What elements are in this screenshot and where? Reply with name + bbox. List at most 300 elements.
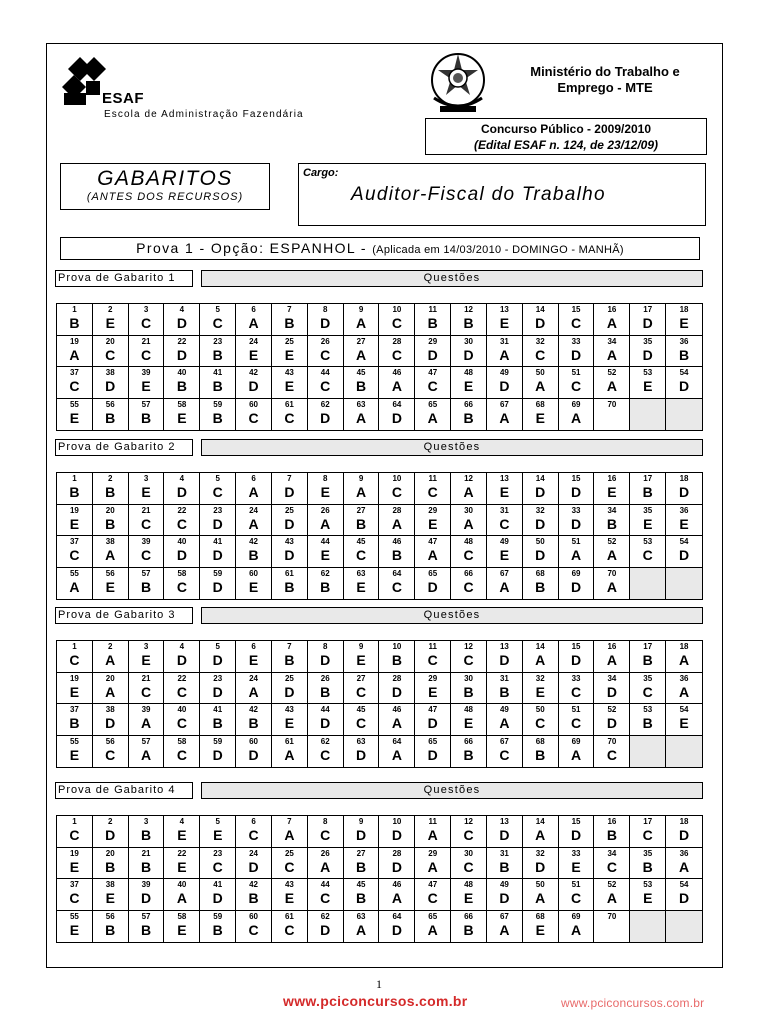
question-number: 31 bbox=[499, 505, 509, 515]
question-number: 6 bbox=[251, 642, 256, 651]
answer-letter: C bbox=[391, 578, 402, 595]
question-number: 58 bbox=[177, 399, 187, 409]
answer-cell bbox=[272, 848, 308, 880]
answer-grid bbox=[56, 640, 703, 768]
question-number: 3 bbox=[143, 642, 149, 651]
answer-cell bbox=[200, 367, 236, 399]
question-number: 53 bbox=[643, 537, 653, 546]
answer-letter: A bbox=[105, 652, 116, 668]
answer-cell bbox=[236, 367, 272, 399]
answer-cell bbox=[523, 848, 559, 880]
answer-letter: D bbox=[535, 858, 546, 875]
answer-letter: C bbox=[176, 578, 187, 595]
answer-cell bbox=[451, 673, 487, 705]
section-label: Prova de Gabarito 1 bbox=[55, 270, 193, 287]
question-number: 32 bbox=[535, 673, 545, 683]
answer-letter: E bbox=[571, 858, 581, 875]
answer-letter: E bbox=[69, 409, 80, 426]
question-number: 39 bbox=[141, 705, 151, 714]
question-number: 62 bbox=[320, 736, 330, 746]
answer-cell bbox=[487, 367, 523, 399]
answer-cell bbox=[415, 568, 451, 600]
answer-cell bbox=[200, 641, 236, 673]
answer-cell bbox=[559, 848, 595, 880]
answer-cell bbox=[523, 505, 559, 537]
answer-letter: D bbox=[499, 827, 510, 843]
answer-letter: E bbox=[499, 484, 510, 500]
answer-letter: A bbox=[535, 378, 546, 394]
answer-letter: C bbox=[391, 484, 402, 500]
answer-letter: C bbox=[284, 921, 295, 938]
answer-letter: E bbox=[535, 409, 545, 426]
question-number: 15 bbox=[571, 642, 581, 651]
answer-letter: B bbox=[284, 315, 295, 331]
answer-letter: B bbox=[105, 858, 116, 875]
answer-cell bbox=[594, 505, 630, 537]
answer-cell bbox=[594, 304, 630, 336]
answer-cell bbox=[93, 704, 129, 736]
question-number: 28 bbox=[392, 673, 402, 683]
answer-cell bbox=[523, 736, 559, 768]
question-number: 31 bbox=[499, 673, 509, 683]
question-number: 66 bbox=[464, 736, 474, 746]
question-number: 50 bbox=[535, 368, 545, 377]
question-number: 61 bbox=[284, 568, 294, 578]
question-number: 9 bbox=[358, 817, 364, 826]
answer-cell bbox=[129, 473, 165, 505]
answer-cell bbox=[57, 911, 93, 943]
question-number: 66 bbox=[464, 911, 474, 921]
prova-box bbox=[60, 237, 700, 260]
answer-cell bbox=[451, 505, 487, 537]
answer-letter: D bbox=[176, 315, 187, 331]
question-number: 30 bbox=[464, 505, 474, 515]
question-number: 25 bbox=[284, 848, 294, 858]
question-number: 58 bbox=[177, 736, 187, 746]
question-number: 69 bbox=[571, 399, 581, 409]
question-number: 4 bbox=[179, 642, 185, 651]
question-number: 10 bbox=[392, 474, 402, 483]
answer-cell bbox=[93, 304, 129, 336]
answer-cell bbox=[93, 505, 129, 537]
answer-cell bbox=[559, 568, 595, 600]
answer-cell bbox=[272, 336, 308, 368]
answer-letter: A bbox=[105, 547, 116, 563]
question-number: 34 bbox=[607, 848, 617, 858]
answer-cell bbox=[236, 536, 272, 568]
question-number: 34 bbox=[607, 505, 617, 515]
answer-cell bbox=[594, 473, 630, 505]
answer-letter: E bbox=[463, 378, 474, 394]
answer-cell bbox=[93, 736, 129, 768]
question-number: 59 bbox=[213, 736, 223, 746]
answer-cell bbox=[451, 536, 487, 568]
answer-cell bbox=[93, 879, 129, 911]
question-number: 51 bbox=[571, 705, 581, 714]
answer-letter: A bbox=[356, 409, 367, 426]
question-number: 49 bbox=[499, 880, 509, 889]
question-number: 9 bbox=[358, 474, 364, 483]
question-number: 25 bbox=[284, 505, 294, 515]
question-number: 2 bbox=[108, 474, 113, 483]
question-number: 5 bbox=[215, 642, 220, 651]
question-number: 46 bbox=[392, 880, 402, 889]
answer-letter: C bbox=[69, 890, 80, 906]
question-number: 4 bbox=[179, 817, 185, 826]
answer-letter: B bbox=[141, 858, 152, 875]
answer-letter: A bbox=[427, 858, 438, 875]
answer-letter: D bbox=[571, 578, 582, 595]
question-number: 38 bbox=[105, 368, 115, 377]
answer-letter: B bbox=[212, 921, 223, 938]
question-number: 41 bbox=[213, 537, 223, 546]
question-number: 22 bbox=[177, 848, 187, 858]
answer-letter: C bbox=[69, 652, 80, 668]
answer-letter: D bbox=[571, 827, 582, 843]
question-number: 57 bbox=[141, 399, 151, 409]
question-number: 37 bbox=[69, 537, 79, 546]
answer-letter: B bbox=[105, 484, 116, 500]
question-number: 12 bbox=[464, 305, 474, 314]
answer-letter: A bbox=[606, 652, 617, 668]
answer-letter: C bbox=[571, 715, 582, 731]
answer-cell bbox=[236, 911, 272, 943]
answer-letter: B bbox=[248, 715, 259, 731]
question-number: 49 bbox=[499, 705, 509, 714]
answer-cell bbox=[57, 505, 93, 537]
answer-letter: B bbox=[642, 858, 653, 875]
answer-cell bbox=[630, 536, 666, 568]
answer-letter: B bbox=[141, 578, 152, 595]
answer-cell bbox=[308, 911, 344, 943]
answer-letter: B bbox=[499, 858, 510, 875]
answer-letter: D bbox=[427, 715, 438, 731]
answer-cell bbox=[129, 848, 165, 880]
answer-letter: A bbox=[679, 652, 690, 668]
question-number: 27 bbox=[356, 848, 366, 858]
org-short-name: ESAF bbox=[102, 90, 145, 107]
answer-letter: E bbox=[499, 547, 510, 563]
answer-letter: C bbox=[320, 890, 331, 906]
question-number: 3 bbox=[143, 817, 149, 826]
empty-cell bbox=[630, 568, 666, 600]
question-number: 13 bbox=[499, 817, 509, 826]
answer-letter: E bbox=[105, 315, 115, 331]
question-number: 2 bbox=[108, 817, 113, 826]
question-number: 67 bbox=[499, 568, 509, 578]
question-number: 41 bbox=[213, 705, 223, 714]
answer-cell bbox=[523, 673, 559, 705]
answer-cell bbox=[523, 336, 559, 368]
answer-cell bbox=[129, 911, 165, 943]
answer-letter: E bbox=[284, 378, 295, 394]
answer-cell bbox=[344, 911, 380, 943]
answer-cell bbox=[308, 673, 344, 705]
question-number: 13 bbox=[499, 305, 509, 314]
answer-cell bbox=[523, 568, 559, 600]
question-number: 36 bbox=[679, 848, 689, 858]
answer-letter: D bbox=[535, 515, 546, 532]
answer-letter: E bbox=[141, 484, 151, 500]
answer-cell bbox=[487, 879, 523, 911]
question-number: 2 bbox=[108, 642, 113, 651]
answer-letter: C bbox=[499, 746, 510, 763]
answer-cell bbox=[559, 704, 595, 736]
question-number: 65 bbox=[428, 911, 438, 921]
answer-letter: E bbox=[463, 890, 474, 906]
answer-letter: A bbox=[141, 715, 152, 731]
answer-cell bbox=[200, 673, 236, 705]
question-number: 29 bbox=[428, 336, 438, 346]
question-number: 26 bbox=[320, 505, 330, 515]
cargo-label: Cargo: bbox=[303, 167, 339, 179]
answer-cell bbox=[487, 304, 523, 336]
answer-letter: A bbox=[679, 858, 690, 875]
answer-cell bbox=[666, 816, 702, 848]
answer-letter: D bbox=[176, 652, 187, 668]
answer-cell bbox=[164, 704, 200, 736]
empty-cell bbox=[666, 736, 702, 768]
question-number: 59 bbox=[213, 568, 223, 578]
answer-letter: C bbox=[356, 547, 367, 563]
answer-cell bbox=[630, 848, 666, 880]
answer-letter: D bbox=[642, 315, 653, 331]
question-number: 53 bbox=[643, 705, 653, 714]
answer-cell bbox=[236, 399, 272, 431]
answer-cell bbox=[308, 848, 344, 880]
answer-letter: D bbox=[176, 346, 187, 363]
answer-cell bbox=[415, 304, 451, 336]
question-number: 45 bbox=[356, 368, 366, 377]
answer-letter: E bbox=[643, 515, 653, 532]
question-number: 33 bbox=[571, 336, 581, 346]
answer-letter: A bbox=[356, 346, 367, 363]
answer-cell bbox=[594, 816, 630, 848]
question-number: 17 bbox=[643, 474, 653, 483]
question-number: 56 bbox=[105, 736, 115, 746]
answer-letter: D bbox=[320, 715, 331, 731]
question-number: 62 bbox=[320, 568, 330, 578]
question-number: 29 bbox=[428, 673, 438, 683]
question-number: 40 bbox=[177, 705, 187, 714]
answer-cell bbox=[236, 304, 272, 336]
answer-letter: D bbox=[248, 746, 259, 763]
answer-letter: D bbox=[320, 315, 331, 331]
answer-cell bbox=[594, 911, 630, 943]
answer-cell bbox=[344, 505, 380, 537]
answer-grid bbox=[56, 815, 703, 943]
question-number: 9 bbox=[358, 305, 364, 314]
answer-letter: C bbox=[69, 378, 80, 394]
answer-cell bbox=[200, 704, 236, 736]
answer-cell bbox=[630, 879, 666, 911]
answer-cell bbox=[272, 399, 308, 431]
answer-cell bbox=[415, 399, 451, 431]
question-number: 28 bbox=[392, 848, 402, 858]
answer-cell bbox=[164, 911, 200, 943]
answer-letter: E bbox=[177, 921, 187, 938]
answer-cell bbox=[236, 736, 272, 768]
answer-cell bbox=[164, 641, 200, 673]
question-number: 37 bbox=[69, 368, 79, 377]
answer-letter: A bbox=[535, 652, 546, 668]
answer-letter: A bbox=[606, 547, 617, 563]
answer-cell bbox=[559, 367, 595, 399]
question-number: 50 bbox=[535, 705, 545, 714]
answer-letter: C bbox=[320, 746, 331, 763]
answer-cell bbox=[93, 848, 129, 880]
answer-letter: B bbox=[212, 715, 223, 731]
question-number: 8 bbox=[323, 642, 328, 651]
empty-cell bbox=[666, 911, 702, 943]
question-number: 39 bbox=[141, 880, 151, 889]
answer-cell bbox=[379, 336, 415, 368]
answer-letter: C bbox=[141, 515, 152, 532]
coat-of-arms-icon bbox=[424, 48, 492, 116]
question-number: 56 bbox=[105, 911, 115, 921]
answer-letter: B bbox=[463, 683, 474, 700]
question-number: 69 bbox=[571, 911, 581, 921]
answer-letter: C bbox=[571, 378, 582, 394]
answer-letter: A bbox=[571, 921, 582, 938]
answer-letter: C bbox=[141, 346, 152, 363]
answer-letter: E bbox=[284, 890, 295, 906]
answer-cell bbox=[272, 568, 308, 600]
question-number: 22 bbox=[177, 673, 187, 683]
answer-cell bbox=[272, 704, 308, 736]
question-number: 44 bbox=[320, 880, 330, 889]
answer-cell bbox=[415, 367, 451, 399]
question-number: 57 bbox=[141, 568, 151, 578]
question-number: 5 bbox=[215, 305, 220, 314]
questions-header: Questões bbox=[201, 270, 703, 287]
answer-letter: B bbox=[212, 346, 223, 363]
question-number: 69 bbox=[571, 568, 581, 578]
question-number: 38 bbox=[105, 705, 115, 714]
answer-cell bbox=[57, 673, 93, 705]
answer-cell bbox=[451, 304, 487, 336]
answer-letter: A bbox=[571, 746, 582, 763]
answer-letter: E bbox=[535, 921, 545, 938]
question-number: 44 bbox=[320, 705, 330, 714]
question-number: 12 bbox=[464, 642, 474, 651]
question-number: 43 bbox=[284, 880, 294, 889]
answer-letter: B bbox=[69, 715, 80, 731]
answer-cell bbox=[57, 473, 93, 505]
answer-cell bbox=[451, 399, 487, 431]
answer-letter: A bbox=[679, 683, 690, 700]
question-number: 36 bbox=[679, 336, 689, 346]
answer-cell bbox=[200, 505, 236, 537]
question-number: 15 bbox=[571, 817, 581, 826]
question-number: 42 bbox=[249, 368, 259, 377]
answer-letter: E bbox=[607, 484, 617, 500]
question-number: 69 bbox=[571, 736, 581, 746]
answer-letter: E bbox=[69, 858, 80, 875]
cargo-box bbox=[298, 163, 706, 226]
answer-cell bbox=[451, 848, 487, 880]
question-number: 46 bbox=[392, 537, 402, 546]
answer-letter: A bbox=[427, 827, 438, 843]
answer-cell bbox=[451, 367, 487, 399]
answer-cell bbox=[344, 536, 380, 568]
question-number: 63 bbox=[356, 568, 366, 578]
answer-letter: B bbox=[391, 547, 402, 563]
answer-cell bbox=[451, 568, 487, 600]
answer-letter: A bbox=[248, 315, 259, 331]
answer-cell bbox=[272, 911, 308, 943]
answer-cell bbox=[57, 848, 93, 880]
answer-cell bbox=[272, 816, 308, 848]
answer-cell bbox=[93, 911, 129, 943]
answer-letter: E bbox=[643, 890, 653, 906]
question-number: 30 bbox=[464, 336, 474, 346]
answer-letter: A bbox=[356, 484, 367, 500]
answer-letter: C bbox=[105, 746, 116, 763]
answer-letter: C bbox=[571, 315, 582, 331]
answer-cell bbox=[451, 736, 487, 768]
answer-cell bbox=[594, 367, 630, 399]
answer-letter: B bbox=[356, 858, 367, 875]
answer-letter: A bbox=[176, 890, 187, 906]
answer-letter: C bbox=[356, 683, 367, 700]
answer-letter: A bbox=[320, 858, 331, 875]
question-number: 40 bbox=[177, 880, 187, 889]
answer-cell bbox=[559, 304, 595, 336]
answer-letter: B bbox=[463, 921, 474, 938]
question-number: 59 bbox=[213, 399, 223, 409]
answer-cell bbox=[666, 879, 702, 911]
answer-cell bbox=[272, 736, 308, 768]
answer-letter: A bbox=[463, 515, 474, 532]
question-number: 54 bbox=[679, 880, 689, 889]
answer-cell bbox=[344, 879, 380, 911]
answer-cell bbox=[666, 536, 702, 568]
answer-letter: B bbox=[284, 578, 295, 595]
question-number: 17 bbox=[643, 305, 653, 314]
answer-cell bbox=[559, 673, 595, 705]
question-number: 19 bbox=[69, 848, 79, 858]
answer-letter: E bbox=[69, 921, 80, 938]
question-number: 7 bbox=[287, 305, 292, 314]
answer-cell bbox=[200, 473, 236, 505]
question-number: 54 bbox=[679, 537, 689, 546]
answer-letter: E bbox=[679, 315, 689, 331]
question-number: 62 bbox=[320, 399, 330, 409]
answer-letter: A bbox=[391, 715, 402, 731]
answer-cell bbox=[200, 536, 236, 568]
answer-letter: A bbox=[499, 346, 510, 363]
answer-letter: D bbox=[535, 484, 546, 500]
question-number: 43 bbox=[284, 705, 294, 714]
answer-letter: E bbox=[643, 378, 653, 394]
question-number: 55 bbox=[69, 399, 79, 409]
answer-cell bbox=[57, 879, 93, 911]
empty-cell bbox=[666, 568, 702, 600]
answer-cell bbox=[379, 879, 415, 911]
answer-cell bbox=[415, 536, 451, 568]
question-number: 47 bbox=[428, 880, 438, 889]
answer-letter: E bbox=[499, 315, 510, 331]
answer-cell bbox=[236, 641, 272, 673]
answer-cell bbox=[93, 399, 129, 431]
answer-letter: B bbox=[141, 827, 152, 843]
ministry-line-2: Emprego - MTE bbox=[557, 80, 653, 95]
page-number: 1 bbox=[376, 977, 382, 991]
answer-cell bbox=[415, 505, 451, 537]
question-number: 23 bbox=[213, 505, 223, 515]
answer-cell bbox=[487, 816, 523, 848]
